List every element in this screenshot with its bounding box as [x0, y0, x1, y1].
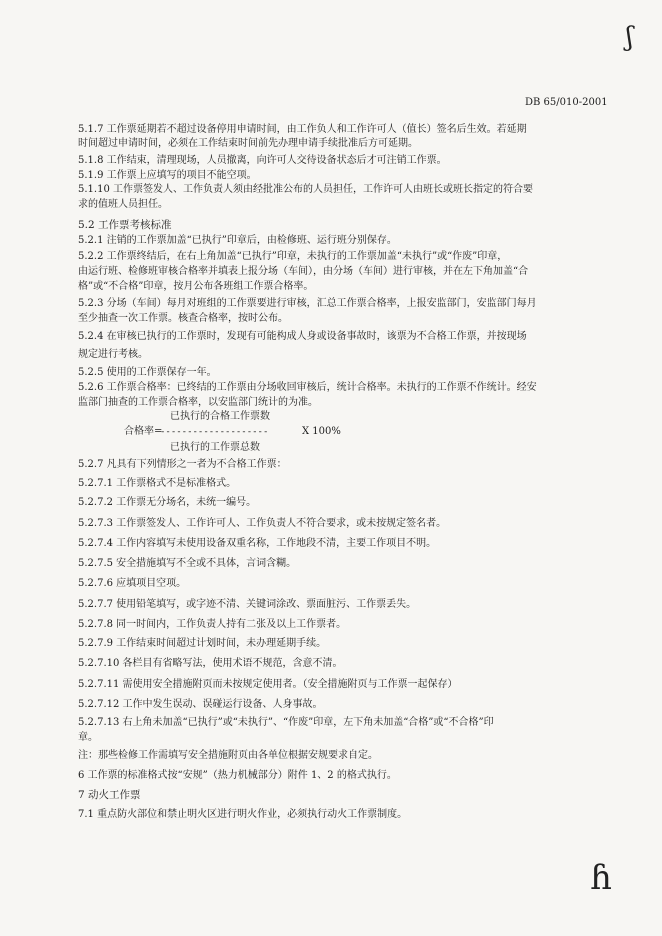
text-line: 5.1.10 工作票签发人、工作负责人须由经批准公布的人员担任，工作许可人由班长或班长指定的符合要 — [78, 184, 533, 195]
list-item: 5.2.7.4 工作内容填写未使用设备双重名称，工作地段不清，主要工作项目不明。 — [78, 538, 437, 549]
text-line: 5.1.8 工作结束，清理现场，人员撤离，向许可人交待设备状态后才可注销工作票。 — [78, 155, 447, 166]
text-line: 7.1 重点防火部位和禁止明火区进行明火作业，必须执行动火工作票制度。 — [78, 809, 408, 820]
handwritten-top-mark: ʃ — [626, 22, 634, 52]
text-line: 5.2.7 凡具有下列情形之一者为不合格工作票： — [78, 459, 287, 470]
formula-rule: -------------------- — [160, 427, 269, 437]
section-heading: 7 动火工作票 — [78, 789, 141, 801]
text-line: 求的值班人员担任。 — [78, 199, 168, 210]
text-line: 格”或“不合格”印章，按月公布各班组工作票合格率。 — [78, 281, 314, 292]
text-line: 由运行班、检修班审核合格率并填表上报分场（车间），由分场（车间）进行审核，并在左下角加盖“合 — [78, 266, 529, 277]
list-item: 5.2.7.1 工作票格式不是标准格式。 — [78, 478, 237, 489]
text-line: 5.2.6 工作票合格率：已终结的工作票由分场收回审核后，统计合格率。未执行的工作票不作统计。经安 — [78, 382, 537, 393]
formula-numerator: 已执行的合格工作票数 — [170, 411, 270, 422]
section-heading: 5.2 工作票考核标准 — [78, 219, 172, 231]
note: 注：那些检修工作需填写安全措施附页由各单位根据安规要求自定。 — [78, 750, 378, 761]
text-line: 规定进行考核。 — [78, 349, 148, 360]
text-line: 5.2.1 注销的工作票加盖“已执行”印章后，由检修班、运行班分别保存。 — [78, 235, 397, 246]
text-line: 5.2.2 工作票终结后，在右上角加盖“已执行”印章，未执行的工作票加盖“未执行”或“作废”印章， — [78, 251, 508, 262]
list-item: 5.2.7.8 同一时间内，工作负责人持有二张及以上工作票者。 — [78, 619, 347, 630]
list-item: 5.2.7.7 使用铅笔填写，或字迹不清、关键词涂改、票面脏污、工作票丢失。 — [78, 599, 417, 610]
formula-multiplier: X 100% — [302, 426, 341, 437]
text-line: 6 工作票的标准格式按“安规”（热力机械部分）附件 1、2 的格式执行。 — [78, 770, 397, 781]
list-item: 5.2.7.2 工作票无分场名，未统一编号。 — [78, 497, 257, 508]
text-line: 5.2.3 分场（车间）每月对班组的工作票要进行审核，汇总工作票合格率，上报安监部门，安监部门每月 — [78, 298, 537, 309]
text-line: 5.2.5 使用的工作票保存一年。 — [78, 367, 217, 378]
text-line: 5.1.9 工作票上应填写的项目不能空项。 — [78, 170, 257, 181]
list-item: 5.2.7.12 工作中发生误动、误碰运行设备、人身事故。 — [78, 699, 323, 710]
list-item: 5.2.7.3 工作票签发人、工作许可人、工作负责人不符合要求，或未按规定签名者。 — [78, 518, 447, 529]
text-line: 监部门抽查的工作票合格率，以安监部门统计的为准。 — [78, 397, 318, 408]
list-item: 5.2.7.9 工作结束时间超过计划时间，未办理延期手续。 — [78, 638, 327, 649]
list-item: 5.2.7.11 需使用安全措施附页而未按规定使用者。（安全措施附页与工作票一起保存） — [78, 679, 458, 690]
list-item: 5.2.7.5 安全措施填写不全或不具体，言词含糊。 — [78, 558, 297, 569]
list-item: 章。 — [78, 732, 98, 743]
list-item: 5.2.7.6 应填项目空项。 — [78, 578, 187, 589]
list-item: 5.2.7.10 各栏目有省略写法，使用术语不规范，含意不清。 — [78, 658, 343, 669]
text-line: 至少抽查一次工作票。核查合格率，按时公布。 — [78, 313, 288, 324]
document-code: DB 65/010-2001 — [525, 97, 608, 108]
text-line: 5.2.4 在审核已执行的工作票时，发现有可能构成人身或设备事故时，该票为不合格工作票，并按现场 — [78, 331, 527, 342]
text-line: 时间超过申请时间，必须在工作结束时间前先办理申请手续批准后方可延期。 — [78, 138, 418, 149]
formula-label: 合格率= — [124, 426, 163, 437]
text-line: 5.1.7 工作票延期若不超过设备停用申请时间，由工作负人和工作许可人（值长）签名后生效。若延期 — [78, 124, 527, 135]
formula-denominator: 已执行的工作票总数 — [170, 442, 260, 453]
handwritten-page-mark: ɦ — [590, 858, 612, 898]
list-item: 5.2.7.13 右上角未加盖“已执行”或“未执行”、“作废”印章，左下角未加盖“合格”或“不合格”印 — [78, 717, 494, 728]
